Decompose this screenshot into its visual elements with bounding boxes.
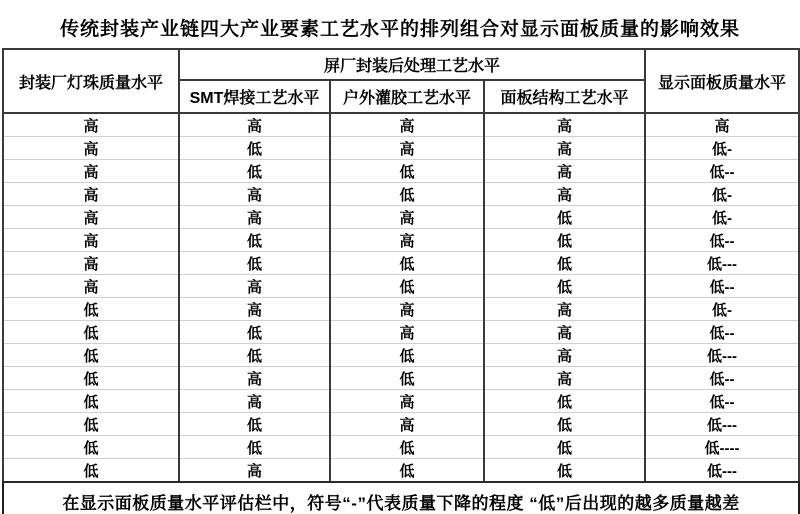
table-cell: 低: [179, 252, 330, 275]
table-cell: 低: [484, 229, 645, 252]
header-display-quality: 显示面板质量水平: [645, 49, 799, 113]
table-cell: 低--: [645, 321, 799, 344]
table-cell: 低----: [645, 436, 799, 459]
table-cell: 低: [330, 344, 484, 367]
table-cell: 低: [179, 229, 330, 252]
table-row: [3, 113, 799, 137]
table-cell: 高: [179, 183, 330, 206]
table-cell: 低: [179, 436, 330, 459]
table-cell: 高: [330, 113, 484, 137]
table-cell: 低: [3, 436, 179, 459]
table-cell: 低--: [645, 275, 799, 298]
table-row: [3, 137, 799, 160]
table-row: [3, 160, 799, 183]
table-cell: 低: [179, 344, 330, 367]
table-cell: 高: [484, 183, 645, 206]
table-row: [3, 321, 799, 344]
table-cell: 低: [330, 183, 484, 206]
table-cell: 高: [179, 275, 330, 298]
table-row: [3, 229, 799, 252]
table-cell: 低--: [645, 160, 799, 183]
table-cell: 低: [484, 206, 645, 229]
header-post-packaging-group: 屏厂封装后处理工艺水平: [179, 49, 645, 80]
table-cell: 高: [3, 160, 179, 183]
table-cell: 高: [645, 113, 799, 137]
table-row: [3, 367, 799, 390]
table-cell: 高: [484, 367, 645, 390]
table-cell: 低-: [645, 298, 799, 321]
table-cell: 高: [330, 229, 484, 252]
table-cell: 低: [484, 413, 645, 436]
table-cell: 低: [330, 436, 484, 459]
table-cell: 高: [330, 298, 484, 321]
table-row: [3, 413, 799, 436]
table-cell: 低: [3, 321, 179, 344]
table-cell: 高: [3, 113, 179, 137]
table-cell: 高: [3, 229, 179, 252]
table-row: [3, 344, 799, 367]
table-cell: 低-: [645, 183, 799, 206]
table-cell: 低---: [645, 344, 799, 367]
table-row: [3, 390, 799, 413]
table-cell: 低: [3, 344, 179, 367]
header-outdoor-glue: 户外灌胶工艺水平: [330, 80, 484, 113]
table-cell: 低: [3, 413, 179, 436]
table-cell: 高: [179, 298, 330, 321]
table-cell: 低--: [645, 390, 799, 413]
table-cell: 低: [3, 459, 179, 483]
table-row: [3, 436, 799, 459]
quality-table: [2, 48, 800, 514]
table-cell: 低---: [645, 459, 799, 483]
table-row: [3, 183, 799, 206]
table-cell: 低-: [645, 206, 799, 229]
table-cell: 低--: [645, 367, 799, 390]
table-cell: 高: [3, 252, 179, 275]
table-cell: 高: [330, 206, 484, 229]
table-cell: 低: [330, 252, 484, 275]
table-cell: 高: [330, 137, 484, 160]
table-cell: 低: [179, 413, 330, 436]
footnote: 在显示面板质量水平评估栏中，符号“-”代表质量下降的程度 “低”后出现的越多质量越差: [3, 482, 799, 514]
table-cell: 低: [484, 459, 645, 483]
table-cell: 高: [484, 113, 645, 137]
table-cell: 低-: [645, 137, 799, 160]
table-row: [3, 275, 799, 298]
table-cell: 低: [3, 367, 179, 390]
table-footer: [3, 482, 799, 514]
table-cell: 低: [330, 275, 484, 298]
table-cell: 低: [484, 436, 645, 459]
table-cell: 高: [179, 113, 330, 137]
table-cell: 低: [330, 367, 484, 390]
table-cell: 低: [179, 160, 330, 183]
table-cell: 高: [484, 137, 645, 160]
table-cell: 高: [330, 390, 484, 413]
table-cell: 低---: [645, 252, 799, 275]
table-cell: 高: [179, 367, 330, 390]
table-cell: 高: [484, 344, 645, 367]
header-panel-structure: 面板结构工艺水平: [484, 80, 645, 113]
table-cell: 高: [3, 275, 179, 298]
table-cell: 高: [330, 413, 484, 436]
table-cell: 低: [179, 321, 330, 344]
table-cell: 高: [484, 160, 645, 183]
table-cell: 高: [3, 183, 179, 206]
table-row: [3, 252, 799, 275]
table-cell: 高: [3, 206, 179, 229]
table-cell: 高: [330, 321, 484, 344]
table-cell: 低: [330, 459, 484, 483]
header-smt-welding: SMT焊接工艺水平: [179, 80, 330, 113]
table-cell: 低--: [645, 229, 799, 252]
table-cell: 低: [3, 390, 179, 413]
table-cell: 低: [330, 160, 484, 183]
table-cell: 低: [179, 137, 330, 160]
table-cell: 低: [3, 298, 179, 321]
header-row-group: [3, 49, 799, 80]
table-header: [3, 49, 799, 113]
table-row: [3, 298, 799, 321]
table-cell: 低---: [645, 413, 799, 436]
table-cell: 高: [179, 206, 330, 229]
table-cell: 高: [179, 390, 330, 413]
page-title: 传统封装产业链四大产业要素工艺水平的排列组合对显示面板质量的影响效果: [59, 19, 740, 40]
table-cell: 高: [3, 137, 179, 160]
table-cell: 低: [484, 252, 645, 275]
header-lamp-quality: 封装厂灯珠质量水平: [3, 49, 179, 113]
table-cell: 低: [484, 390, 645, 413]
table-row: [3, 459, 799, 483]
footnote-row: [3, 482, 799, 514]
table-cell: 高: [179, 459, 330, 483]
table-row: [3, 206, 799, 229]
table-body: [3, 113, 799, 482]
table-cell: 高: [484, 298, 645, 321]
table-cell: 低: [484, 275, 645, 298]
table-cell: 高: [484, 321, 645, 344]
